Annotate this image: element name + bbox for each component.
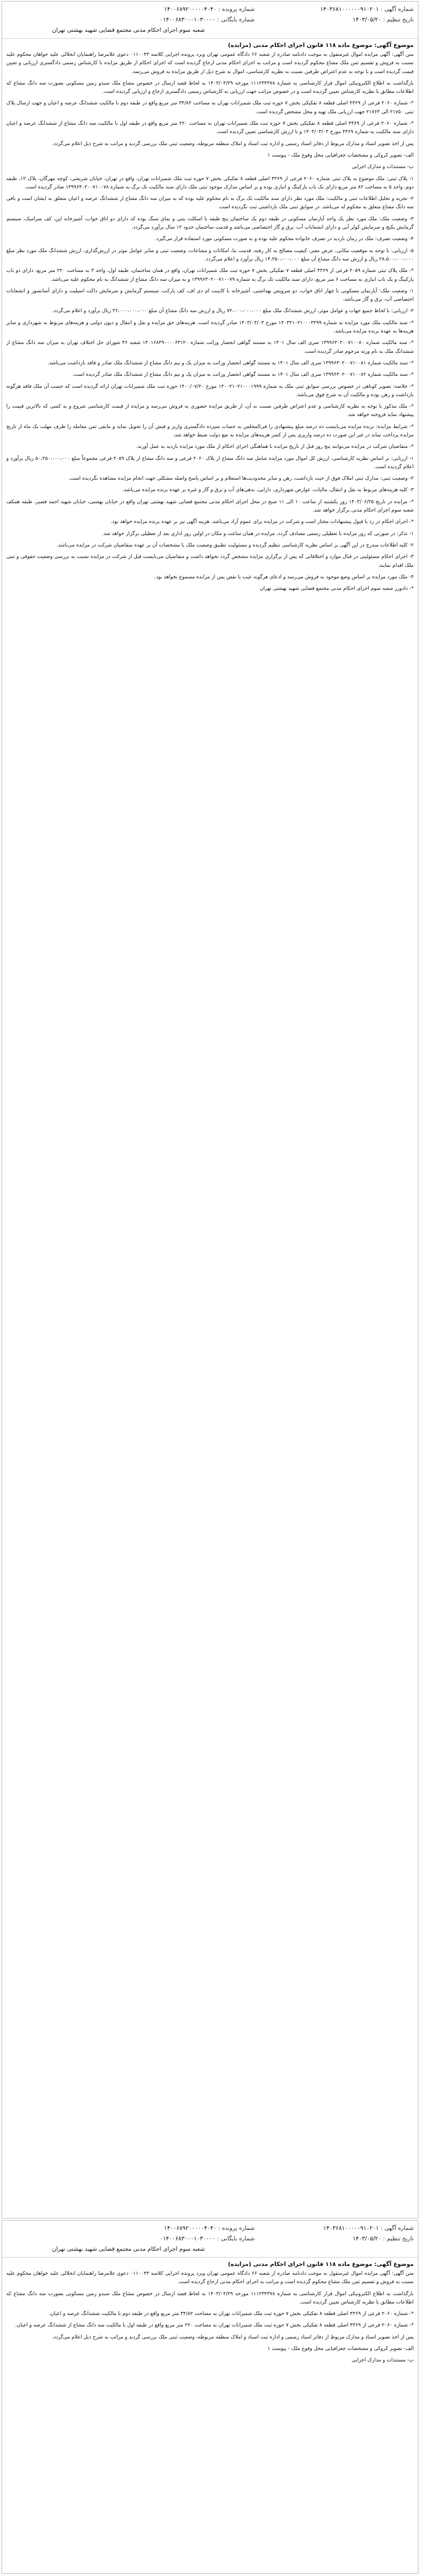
notice-clipping-2 [2, 2220, 418, 2574]
issuing-branch: شعبه سوم اجرای احکام مدنی مجتمع قضایی شهید بهشتی تهران [52, 2246, 205, 2252]
notice-paragraph: پس از اخذ تصویر اسناد و مدارک مربوط از دفاتر اسناد رسمی و اداره ثبت اسناد و املاک منطقه مربوطه، وضعیت ثبتی ملک بررسی گردید و مراتب به شرح ذیل اعلام می‌گردد. [52, 140, 414, 147]
notice-number: شماره آگهی : ۱۴۰۳۶۸۱۰۰۰۰۰۰۹۱۰۲۰۱ [320, 6, 414, 13]
notice-paragraph: ۱- وضعیت ملک: آپارتمان مسکونی با چهار اتاق خواب، دو سرویس بهداشتی، آشپزخانه با کابینت ام دی اف، کف پارکت، سیستم گرمایش و سرمایش داکت اسپلیت و دارای آسانسور و انشعابات اختصاصی آب، برق و گاز می‌باشد. [6, 288, 414, 303]
notice-body [2, 2269, 418, 2371]
notice-paragraph: متن آگهی: آگهی مزایده اموال غیرمنقول به موجب دادنامه صادره از شعبه ۶۶ دادگاه عمومی تهران وبرد پرونده اجرایی کلاسه ۰۱۱۰۰۴۳ دعوی غلامرضا راهنمایان انحلالی علیه خواهان محکوم علیه نسبت به فروش و تقسیم ثمن ملک مشاع محکوم گردیده است و مراتب به اجرای احکام مدنی ارجاع گردیده است که اجرای احکام از طریق مزایده با کارشناس رسمی دادگستری ارزیابی و تعیین قیمت گردیده است و با توجه به عدم اعتراض طرفین نسبت به نظریه کارشناسی، اموال به شرح ذیل از طریق مزایده به فروش می‌رسد. [6, 52, 414, 75]
notice-subject: موضوع آگهی: موضوع ماده ۱۱۸ قانون اجرای احکام مدنی (مزایده) [228, 2261, 414, 2268]
notice-paragraph: *- سند مالکیت شماره ۱۳۹۹۶۳۰۲۰۰۷۱۰۰۸۱ سری الف سال ۱۴۰۱ به مستند گواهی انحصار وراثت به میزان یک و نیم دانگ مشاع از ششدانگ ملک صادر و فاقد بازداشت می‌باشد. [48, 360, 414, 366]
notice-subject: موضوع آگهی: موضوع ماده ۱۱۸ قانون اجرای احکام مدنی (مزایده) [228, 42, 414, 49]
notice-paragraph: بارگذاشت به اطلاع الکترونیکی اموال قرار کارشناسی به شماره ۱۱۱۲۳۴۳۷۸ مورخه ۱۴۰۳/۰۴/۲۹ به لحاظ قصد ارسال در خصوص مشاع ملک سبدو زمین مسکونی بصورت سه دانگ مشاع که اطلاعات مطابق با نظریه کارشناس تعیین گردیده است و در خصوص مراتب جهت ارزیابی به کارشناس رسمی دادگستری ارجاع و ارزیابی گردیده است. [6, 80, 414, 95]
notice-paragraph: ۳- کلیه هزینه‌های مربوط به نقل و انتقال، مالیات، عوارض شهرداری، دارایی، بدهی‌های آب و برق و گاز و غیره بر عهده برنده مزایده می‌باشد. [122, 487, 414, 493]
notice-paragraph: ۲- تجزیه و تحلیل اطلاعات ثبتی و مالکیت: ملک مورد نظر دارای سند مالکیت تک برگ به نام محکوم علیه بوده که به میزان سه دانگ مشاع از ششدانگ عرصه و اعیان متعلق به ایشان است و باقی سه دانگ مشاع متعلق به محکوم له می‌باشد. در سوابق ثبتی ملک بازداشتی ثبت نگردیده است. [6, 196, 414, 210]
case-number: شماره پرونده : ۱۴۰۰۶۸۹۲۰۰۰۰۰۴۰۴۰ [163, 6, 255, 13]
notice-paragraph: *- متقاضیان شرکت در مزایده می‌توانند پنج روز قبل از تاریخ مزایده با هماهنگی اجرای احکام از ملک مورد مزایده بازدید به عمل آورند. [136, 444, 414, 450]
notice-paragraph: *- شرایط مزایده: برنده مزایده می‌بایست ده درصد مبلغ پیشنهادی را فی‌المجلس به حساب سپرده دادگستری واریز و فیش آن را تحویل نماید و مابقی ثمن معامله را ظرف مهلت یک ماه از تاریخ مزایده پرداخت نماید در غیر این صورت ده درصد واریزی پس از کسر هزینه‌های مزایده به نفع دولت ضبط خواهد شد. [6, 423, 414, 438]
notice-paragraph: *- ملک مذکور با توجه به نظریه کارشناسی و عدم اعتراض طرفین نسبت به آن، از طریق مزایده حضوری به فروش می‌رسد و مزایده از قیمت کارشناسی شروع و به کسی که بالاترین قیمت را پیشنهاد نماید فروخته خواهد شد. [6, 403, 414, 418]
notice-paragraph: ۱- ارزیابی: بر اساس نظریه کارشناسی، ارزش کل اموال مورد مزایده شامل سه دانگ مشاع از پلاک ۲۰۶۰ فرعی و سه دانگ مشاع از پلاک ۲۰۵۹ فرعی مجموعاً مبلغ ۵۰،۲۵۰،۰۰۰،۰۰۰ ریال برآورد و اعلام گردیده است. [6, 455, 414, 470]
archive-number: شماره بایگانی : ۰۱۴۰۰۶۸۳۰۰۰۱۰۳۰۰۰۰ [159, 16, 255, 23]
notice-paragraph: ۴- وضعیت تصرف: ملک در زمان بازدید در تصرف خانواده محکوم علیه بوده و به صورت مسکونی مورد استفاده قرار می‌گیرد. [155, 236, 414, 242]
notice-paragraph: ۱- تذکر: در صورتی که روز مزایده با تعطیلی رسمی مصادف گردد، مزایده در همان ساعت و مکان در اولین روز اداری بعد از تعطیلی برگزار خواهد شد. [102, 530, 414, 537]
notice-paragraph: پس از اخذ تصویر اسناد و مدارک مربوط از دفاتر اسناد رسمی و اداره ثبت اسناد و املاک منطقه مربوطه، وضعیت ثبتی ملک بررسی گردید و مراتب به شرح ذیل اعلام می‌گردد. [52, 2334, 414, 2340]
notice-paragraph: *- سند مالکیت شماره ۱۳۹۹۶۳۰۲۰۰۷۱۰۰۸۰ سری الف سال ۱۴۰۱ به مستند گواهی انحصار وراثت شماره ۱۴۰۱۶۸۳۹۰۰۰۰۶۳۱۲۰ شعبه ۴۶ شورای حل اختلاف تهران به میزان سه دانگ مشاع از ششدانگ ملک به نام ورثه مرحوم صادر گردیده است. [6, 340, 414, 354]
notice-paragraph: ۴- ملک مورد مزایده بر اساس وضع موجود به فروش می‌رسد و ادعای هرگونه عیب یا نقص پس از مزایده مسموع نخواهد بود. [154, 574, 414, 580]
notice-date: تاریخ تنظیم : ۱۴۰۳/۰۵/۲۰ [353, 2235, 414, 2242]
notice-paragraph: *- شماره ۲۰۶۰ فرعی از ۴۳۶۹ اصلی قطعه ۸ تفکیکی بخش ۷ حوزه ثبت ملک شمیرانات تهران به مساحت ۲۲۰ متر مربع واقع در طبقه اول با مالکیت سه دانگ مشاع از ششدانگ عرصه و اعیان. [15, 2322, 414, 2329]
notice-header [2, 2, 418, 39]
notice-paragraph: *- اجرای احکام در رد یا قبول پیشنهادات مختار است و شرکت در مزایده برای عموم آزاد می‌باشد. هزینه آگهی نیز بر عهده برنده مزایده خواهد بود. [110, 519, 414, 525]
notice-paragraph: ب- مستندات و مدارک اجرایی [352, 164, 414, 170]
notice-paragraph: *- شماره ۲۰۶۰ فرعی از ۴۳۶۹ اصلی قطعه ۸ تفکیکی بخش ۷ حوزه ثبت ملک شمیرانات تهران به مساحت ۳۴/۸۲ متر مربع واقع در طبقه دوم با مالکیت ششدانگ عرصه و اعیان و جهت ارسال پلاک ثبتی ۲۱۷۵۰ الی ۲۱۷۶۳ جهت ارزیابی ملک تهیه و محل مشخص گردیده است. [6, 100, 414, 115]
notice-header [2, 2221, 418, 2258]
archive-number: شماره بایگانی : ۰۱۴۰۰۶۸۳۰۰۰۱۰۳۰۰۰۰ [159, 2235, 255, 2242]
notice-paragraph: *- مزایده در تاریخ ۱۴۰۳/۰۶/۲۵ روز یکشنبه از ساعت ۱۰ الی ۱۱ صبح در محل اجرای احکام مدنی مجتمع قضایی شهید بهشتی تهران واقع در خیابان بهشتی، خیابان شهید احمد قصیر، طبقه همکف شعبه سوم اجرای احکام مدنی برگزار خواهد شد. [6, 498, 414, 514]
notice-paragraph: *- خلاصه: تصویر کوتاهی در خصوص بررسی سوابق ثبتی ملک به شماره ۱۴۰۰۲۱۰۲۱۰۰۰۱۹۹۹ مورخ ۱۴۰۰/۰۷/۲۰ حوزه ثبت ملک شمیرانات تهران ارائه گردیده است که حسب آن ملک فاقد هرگونه بازداشت و رهن بوده و مالکیت آن به شرح فوق می‌باشد. [6, 383, 414, 398]
notice-paragraph: ۳- اجرای احکام مسئولیتی در قبال موارد و اختلافاتی که پس از برگزاری مزایده مشخص گردد نخواهد داشت و متقاضیان می‌بایست قبل از شرکت در مزایده نسبت به بررسی وضعیت حقوقی و ثبتی ملک اقدام نمایند. [6, 554, 414, 568]
notice-paragraph: ۲- وضعیت ثبتی: مدارک ثبتی املاک فوق از حیث بازداشت، رهن و سایر محدودیت‌ها استعلام و بر اساس پاسخ واصله مشکلی جهت انجام مزایده مشاهده نگردیده است. [68, 476, 414, 482]
notice-paragraph: بارگذاشت به اطلاع الکترونیکی اموال قرار کارشناسی به شماره ۱۱۱۲۳۴۳۷۸ مورخه ۱۴۰۳/۰۴/۲۹ به لحاظ قصد ارسال در خصوص مشاع ملک سبدو زمین مسکونی بصورت سه دانگ مشاع که اطلاعات مطابق با نظریه کارشناس تعیین گردیده است. [6, 2290, 414, 2305]
notice-paragraph: الف- تصویر کروکی و مشخصات جغرافیایی محل وقوع ملک - پیوست ۱ [267, 152, 414, 158]
notice-paragraph: *- ملک پلاک ثبتی شماره ۲۰۵۹ فرعی از ۴۳۶۹ اصلی قطعه ۷ تفکیکی بخش ۷ حوزه ثبت ملک شمیرانات تهران، واقع در همان ساختمان، طبقه اول، واحد ۳ به مساحت ۲۲۰ متر مربع، دارای دو باب پارکینگ و یک باب انباری به مساحت ۶ متر مربع، دارای سند مالکیت تک برگ به شماره ۱۳۹۹۶۳۰۲۰۰۷۱۰۰۷۹ و به میزان سه دانگ مشاع از ششدانگ به نام محکوم علیه می‌باشد. [6, 268, 414, 282]
notice-paragraph: ۵- ارزیابی: با توجه به موقعیت مکانی، عرض معبر، کیفیت مصالح به کار رفته، قدمت بنا، امکانات و مشاعات، وضعیت ثبتی و سایر عوامل موثر در ارزش‌گذاری، ارزش ششدانگ ملک مورد نظر مبلغ ۲۸،۵۰۰،۰۰۰،۰۰۰ ریال و ارزش سه دانگ مشاع آن مبلغ ۱۴،۲۵۰،۰۰۰،۰۰۰ ریال برآورد و اعلام می‌گردد. [6, 247, 414, 262]
notice-clipping-1 [2, 1, 418, 2218]
notice-paragraph: ۳- وضعیت ملک: ملک مورد نظر یک واحد آپارتمان مسکونی در طبقه دوم یک ساختمان پنج طبقه با اسکلت بتنی و نمای سنگ بوده که دارای دو اتاق خواب، آشپزخانه اپن، کف سرامیک، سیستم گرمایش پکیج و سرمایش کولر آبی و دارای انشعابات آب، برق و گاز اختصاصی می‌باشد و قدمت ساختمان حدود ۱۲ سال برآورد می‌گردد. [6, 216, 414, 231]
notice-paragraph: *- دادورز شعبه سوم اجرای احکام مدنی مجتمع قضایی شهید بهشتی تهران [260, 586, 414, 592]
notice-paragraph: ب- مستندات و مدارک اجرایی [352, 2357, 414, 2364]
notice-paragraph: متن آگهی: آگهی مزایده اموال غیرمنقول به موجب دادنامه صادره از شعبه ۶۶ دادگاه عمومی تهران وبرد پرونده اجرایی کلاسه ۰۱۱۰۰۴۳ دعوی غلامرضا راهنمایان انحلالی علیه خواهان محکوم علیه نسبت به فروش و تقسیم ثمن ملک مشاع محکوم گردیده است و مراتب به اجرای احکام مدنی ارجاع گردیده است. [6, 2271, 414, 2285]
notice-paragraph: *- سند مالکیت ملک مورد مزایده به شماره ۱۴۰۳۲۱۰۲۱۰۰۰۳۲۹۹ مورخ ۱۴۰۳/۰۳/۰۳ صادر گردیده است. هزینه‌های حق مزایده و نقل و انتقال و دیون دولتی و هزینه‌های مربوط به شهرداری و سایر هزینه‌ها به عهده برنده مزایده می‌باشد. [6, 319, 414, 335]
notice-paragraph: *- شماره ۲۰۶۰ فرعی از ۴۳۶۹ اصلی قطعه ۸ تفکیکی بخش ۷ حوزه ثبت ملک شمیرانات تهران به مساحت ۲۲۰ متر مربع واقع در طبقه اول با مالکیت سه دانگ مشاع از ششدانگ عرصه و اعیان دارای سند مالکیت به شماره ۴۳۶۹ مورخ ۱۴۰۳/۰۳/۰۳ و با ارزش کارشناسی تعیین گردیده است. [6, 121, 414, 135]
case-number: شماره پرونده : ۱۴۰۰۶۸۹۲۰۰۰۰۰۴۰۴۰ [163, 2225, 255, 2231]
issuing-branch: شعبه سوم اجرای احکام مدنی مجتمع قضایی شهید بهشتی تهران [52, 27, 205, 33]
notice-paragraph: ۱- پلاک ثبتی: ملک موضوع به پلاک ثبتی شماره ۲۰۶۰ فرعی از ۴۳۶۹ اصلی قطعه ۸ تفکیکی بخش ۷ حوزه ثبت ملک شمیرانات تهران، واقع در تهران، خیابان شریعتی، کوچه مهرگان، پلاک ۱۲، طبقه دوم، واحد ۵ به مساحت ۸۲ متر مربع دارای یک باب پارکینگ و انباری بوده و بر اساس مدارک موجود ثبتی ملک دارای سند مالکیت تک برگ به شماره ۱۳۹۹۶۳۰۲۰۰۷۱۰۰۷۸ صادر گردیده است. [6, 175, 414, 190]
notice-number: شماره آگهی : ۱۴۰۳۶۸۱۰۰۰۰۰۹۱۰۲۰۱ [323, 2225, 414, 2231]
notice-paragraph: الف- تصویر کروکی و مشخصات جغرافیایی محل وقوع ملک - پیوست ۱ [267, 2346, 414, 2352]
notice-paragraph: ۲- کلیه اطلاعات مندرج در این آگهی بر اساس نظریه کارشناسی تنظیم گردیده و مسئولیت تطبیق وضعیت ملک با مشخصات آن بر عهده متقاضیان شرکت در مزایده می‌باشد. [56, 542, 414, 548]
notice-date: تاریخ تنظیم : ۱۴۰۳/۰۵/۲۰ [353, 16, 414, 23]
notice-paragraph: ۲- ارزیابی: با لحاظ جمیع جهات و عوامل موثر، ارزش ششدانگ ملک مبلغ ۷۲،۰۰۰،۰۰۰،۰۰۰ ریال و ارزش سه دانگ مشاع آن مبلغ ۳۶،۰۰۰،۰۰۰،۰۰۰ ریال برآورد و اعلام می‌گردد. [52, 308, 414, 314]
notice-body [2, 50, 418, 599]
notice-paragraph: *- شماره ۲۰۶۰ فرعی از ۴۳۶۹ اصلی قطعه ۸ تفکیکی بخش ۷ حوزه ثبت ملک شمیرانات تهران به مساحت ۳۴/۸۲ متر مربع واقع در طبقه دوم با مالکیت ششدانگ عرصه و اعیان. [49, 2311, 414, 2317]
notice-paragraph: *- سند مالکیت شماره ۱۳۹۹۶۳۰۲۰۰۷۱۰۰۸۲ سری الف سال ۱۴۰۱ به مستند گواهی انحصار وراثت به میزان یک و نیم دانگ مشاع از ششدانگ ملک صادر گردیده است. [72, 372, 414, 378]
